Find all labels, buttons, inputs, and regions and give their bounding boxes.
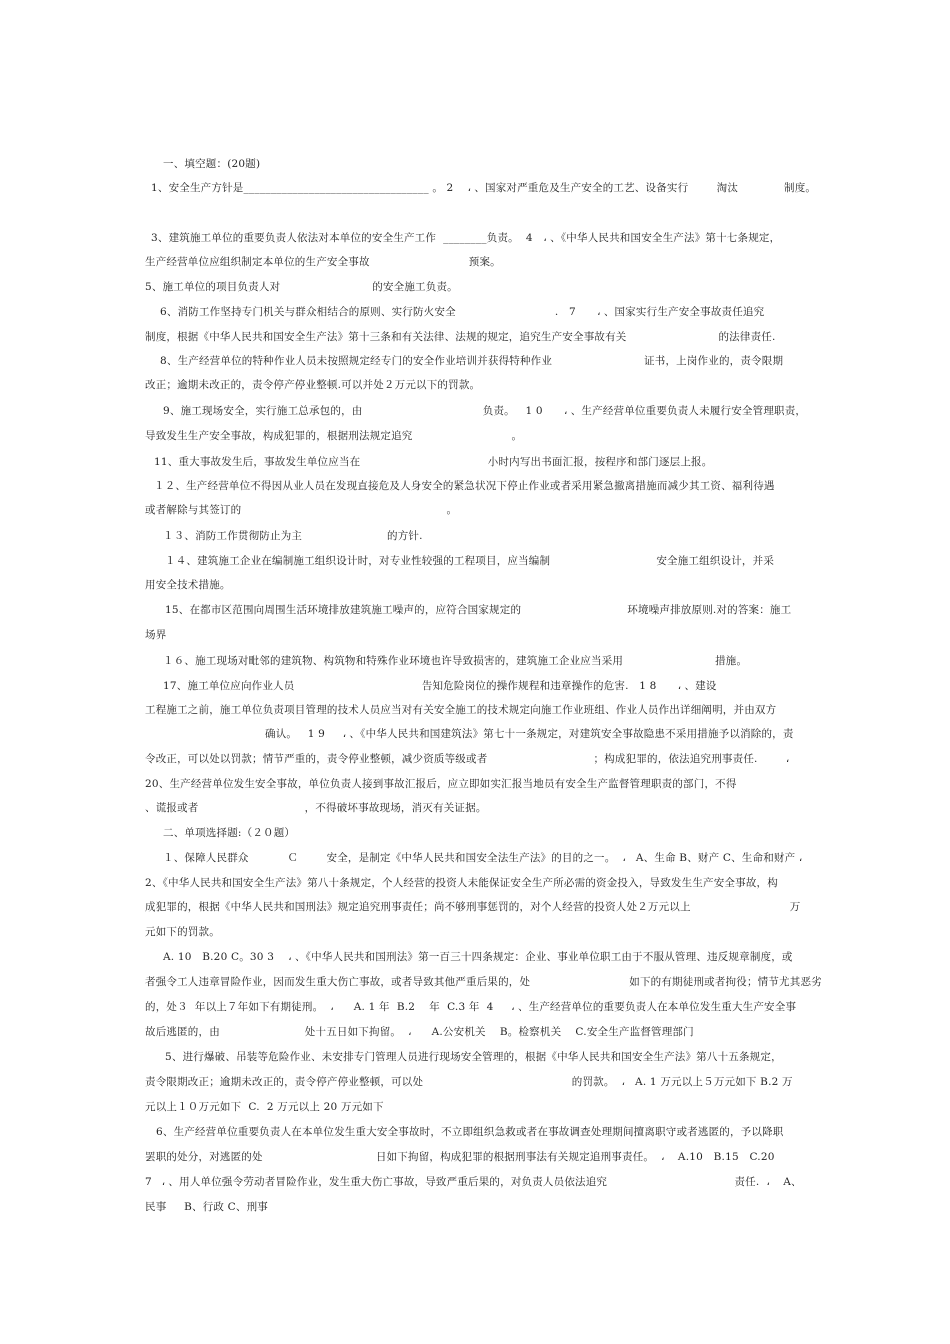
text-line: 20、生产经营单位发生安全事故，单位负责人接到事故汇报后，应立即如实汇报当地员有安全生产监督管理职责的部门，不得 — [145, 778, 737, 790]
text-line: 元如下的罚款。 — [145, 926, 220, 938]
text-line: 9、施工现场安全，实行施工总承包的，由 负责。 1 0 ، 、生产经营单位重要负责人未履行安全管理职责， — [163, 405, 807, 417]
text-line: １２、生产经营单位不得因从业人员在发现直接危及人身安全的紧急状况下停止作业或者采用紧急撤离措施而减少其工资、福利待遇 — [154, 480, 775, 492]
text-line: 罢职的处分，对逃匿的处 日如下拘留，构成犯罪的根据刑事法有关规定追刑事责任。 ، A.10 B.15 C.20 — [145, 1151, 775, 1163]
text-line: 责令限期改正；逾期未改正的，责令停产停业整顿，可以处 的罚款。 ، A. 1 万元以上５万元如下 B.2 万 — [145, 1076, 793, 1088]
text-line: 元以上１０万元如下 C. 2 万元以上 20 万元如下 — [145, 1101, 384, 1113]
text-line: １、保障人民群众 Ｃ 安全，是制定《中华人民共和国安全法生产法》的目的之一。 ، A、生命 B、财产 C、生命和财产 ، — [163, 852, 803, 864]
text-line: 、谎报或者 ，不得破坏事故现场，消灭有关证据。 — [145, 802, 487, 814]
text-line: １６、施工现场对毗邻的建筑物、构筑物和特殊作业环境也许导致损害的，建筑施工企业应当采用 措施。 — [163, 655, 748, 667]
text-line: 5、施工单位的项目负责人对 的安全施工负责。 — [145, 281, 458, 293]
text-line: 6、消防工作坚持专门机关与群众相结合的原则、实行防火安全 . 7 ، 、国家实行生产安全事故责任追究 — [160, 306, 765, 318]
text-line: 的，处３ 年以上７年如下有期徒刑。 ، A. 1 年 B.2 年 C.3 年 4 ، 、生产经营单位的重要负责人在本单位发生重大生产安全事 — [145, 1001, 797, 1013]
text-line: 用安全技术措施。 — [145, 579, 231, 591]
text-line: 成犯罪的，根据《中华人民共和国刑法》规定追究刑事责任；尚不够刑事惩罚的，对个人经营的投资人处２万元以上 万 — [145, 901, 801, 913]
text-line: 生产经营单位应组织制定本单位的生产安全事故 预案。 — [145, 256, 501, 268]
text-line: 工程施工之前，施工单位负责项目管理的技术人员应当对有关安全施工的技术规定向施工作业班组、作业人员作出详细阐明，并由双方 — [145, 704, 777, 716]
text-line: 7 ، 、用人单位强令劳动者冒险作业，发生重大伤亡事故，导致严重后果的，对负责人员依法追究 责任. ، A、 — [145, 1176, 802, 1188]
text-line: 17、施工单位应向作业人员 告知危险岗位的操作规程和违章操作的危害. 1 8 ، 、建设 — [163, 680, 717, 692]
text-line: １４、建筑施工企业在编制施工组织设计时，对专业性较强的工程项目，应当编制 安全施工组织设计，并采 — [165, 555, 775, 567]
text-line: 场界 — [145, 629, 167, 641]
section-title-fill-blank: 一、填空题：(20题) — [163, 158, 261, 170]
text-line: １３、消防工作贯彻防止为主 的方针. — [163, 530, 423, 542]
text-line: 制度，根据《中华人民共和国安全生产法》第十三条和有关法律、法规的规定，追究生产安全事故有关 的法律责任. — [145, 331, 776, 343]
text-line: 或者解除与其签订的 。 — [145, 504, 458, 516]
text-line: 改正；逾期未改正的，责令停产停业整顿.可以并处２万元以下的罚款。 — [145, 379, 481, 391]
text-line: 6、生产经营单位重要负责人在本单位发生重大安全事故时，不立即组织急救或者在事故调查处理期间擅离职守或者逃匿的，予以降职 — [156, 1126, 784, 1138]
text-line: 8、生产经营单位的特种作业人员未按照规定经专门的安全作业培训并获得特种作业 证书，上岗作业的，责令限期 — [160, 355, 784, 367]
text-line: 导致发生生产安全事故，构成犯罪的，根据刑法规定追究 。 — [145, 430, 523, 442]
text-line: 5、进行爆破、吊装等危险作业、未安排专门管理人员进行现场安全管理的，根据《中华人民共和国安全生产法》第八十五条规定， — [165, 1051, 782, 1063]
text-line: 2、《中华人民共和国安全生产法》第八十条规定，个人经营的投资人未能保证安全生产所必需的资金投入，导致发生生产安全事故，构 — [145, 877, 778, 889]
text-line: A. 10 B.20 C。30 3 ، 、《中华人民共和国刑法》第一百三十四条规定：企业、事业单位职工由于不服从管理、违反规章制度，或 — [163, 951, 793, 963]
text-line: 民事 B、行政 C、刑事 — [145, 1201, 268, 1213]
text-line: 令改正，可以处以罚款；情节严重的，责令停业整顿，减少资质等级或者 ；构成犯罪的，依法追究刑事责任. ، — [145, 753, 790, 765]
section-title-single-choice: 二、单项选择题:（２０题） — [163, 827, 296, 839]
text-line: 15、在都市区范围向周围生活环境排放建筑施工噪声的，应符合国家规定的 环境噪声排放原则.对的答案：施工 — [165, 604, 792, 616]
text-line: 1、安全生产方针是__________________________________ 。 2 ، 、国家对严重危及生产安全的工艺、设备实行 淘汰 制度。 — [151, 182, 817, 194]
text-line: 11、重大事故发生后，事故发生单位应当在 小时内写出书面汇报，按程序和部门逐层上报。 — [154, 456, 713, 468]
text-line: 者强令工人违章冒险作业，因而发生重大伤亡事故，或者导致其他严重后果的，处 如下的有期徒刑或者拘役；情节尤其恶劣 — [145, 976, 822, 988]
text-line: 确认。 1 9 ، 、《中华人民共和国建筑法》第七十一条规定，对建筑安全事故隐患不采用措施予以消除的，责 — [265, 728, 794, 740]
text-line: 故后逃匿的，由 处十五日如下拘留。 ، A.公安机关 B。检察机关 C.安全生产监督管理部门 — [145, 1026, 694, 1038]
text-line: 3、建筑施工单位的重要负责人依法对本单位的安全生产工作 ________负责。 4 ، 、《中华人民共和国安全生产法》第十七条规定， — [151, 232, 781, 244]
